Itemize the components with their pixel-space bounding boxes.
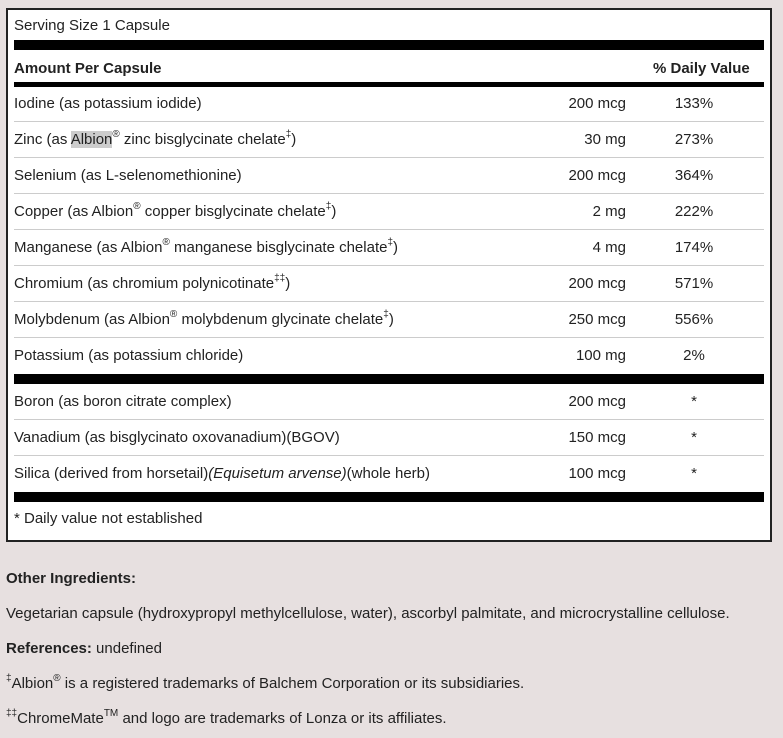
nutrient-dv: 556% <box>674 311 714 328</box>
thick-divider <box>14 40 764 50</box>
nutrient-dv: 174% <box>674 239 714 256</box>
table-row <box>14 456 764 491</box>
nutrient-amount: 30 mg <box>584 131 626 148</box>
nutrient-amount: 200 mcg <box>568 393 626 410</box>
table-row <box>14 302 764 337</box>
table-row <box>14 194 764 229</box>
nutrient-dv: 364% <box>674 167 714 184</box>
table-header <box>14 52 764 85</box>
nutrient-amount: 100 mcg <box>568 465 626 482</box>
nutrient-dv: 2% <box>683 347 705 364</box>
nutrient-name: Potassium (as potassium chloride) <box>14 347 244 364</box>
table-row <box>14 384 764 419</box>
nutrient-name: Zinc (as Albion® zinc bisglycinate chelate‡) <box>14 129 297 148</box>
nutrient-name: Boron (as boron citrate complex) <box>14 393 232 410</box>
references: References: undefined <box>6 640 162 657</box>
nutrient-dv: 571% <box>674 275 714 292</box>
highlighted-brand: Albion <box>70 131 113 148</box>
table-row <box>14 266 764 301</box>
nutrient-name: Vanadium (as bisglycinato oxovanadium)(BGOV) <box>14 429 340 446</box>
other-ingredients-text: Vegetarian capsule (hydroxypropyl methylcellulose, water), ascorbyl palmitate, and microcrystalline cellulose. <box>6 605 730 622</box>
other-ingredients-label: Other Ingredients: <box>6 570 137 587</box>
nutrient-amount: 4 mg <box>592 239 626 256</box>
nutrient-name: Molybdenum (as Albion® molybdenum glycinate chelate‡) <box>14 309 394 328</box>
table-row <box>14 420 764 455</box>
table-row <box>14 86 764 121</box>
nutrient-amount: 200 mcg <box>568 167 626 184</box>
table-row <box>14 230 764 265</box>
supplement-facts-panel <box>6 8 772 542</box>
trademark-note-albion: ‡Albion® is a registered trademarks of Balchem Corporation or its subsidiaries. <box>6 673 525 692</box>
footnote: * Daily value not established <box>14 510 203 527</box>
nutrient-amount: 250 mcg <box>568 311 626 328</box>
thick-divider <box>14 492 764 502</box>
nutrient-dv: * <box>691 465 697 482</box>
nutrient-amount: 200 mcg <box>568 95 626 112</box>
nutrient-dv: 133% <box>674 95 714 112</box>
trademark-note-chromemate: ‡‡ChromeMate™ and logo are trademarks of Lonza or its affiliates. <box>6 708 447 727</box>
nutrient-amount: 150 mcg <box>568 429 626 446</box>
nutrient-amount: 200 mcg <box>568 275 626 292</box>
nutrient-name: Manganese (as Albion® manganese bisglycinate chelate‡) <box>14 237 399 256</box>
nutrient-amount: 100 mg <box>575 347 626 364</box>
nutrient-dv: * <box>691 429 697 446</box>
nutrient-amount: 2 mg <box>592 203 626 220</box>
nutrient-dv: 273% <box>674 131 714 148</box>
nutrient-name: Iodine (as potassium iodide) <box>14 95 202 112</box>
nutrient-name: Chromium (as chromium polynicotinate‡‡) <box>14 273 291 292</box>
table-row <box>14 338 764 373</box>
table-row <box>14 158 764 193</box>
nutrient-dv: * <box>691 393 697 410</box>
table-row <box>14 122 764 157</box>
daily-value-header: % Daily Value <box>653 60 750 77</box>
serving-size: Serving Size 1 Capsule <box>14 17 170 34</box>
thick-divider <box>14 374 764 384</box>
nutrient-name: Copper (as Albion® copper bisglycinate chelate‡) <box>14 201 337 220</box>
nutrient-name: Silica (derived from horsetail)(Equisetum arvense)(whole herb) <box>14 465 431 482</box>
nutrient-dv: 222% <box>674 203 714 220</box>
nutrient-name: Selenium (as L-selenomethionine) <box>14 167 242 184</box>
amount-header: Amount Per Capsule <box>14 60 162 77</box>
